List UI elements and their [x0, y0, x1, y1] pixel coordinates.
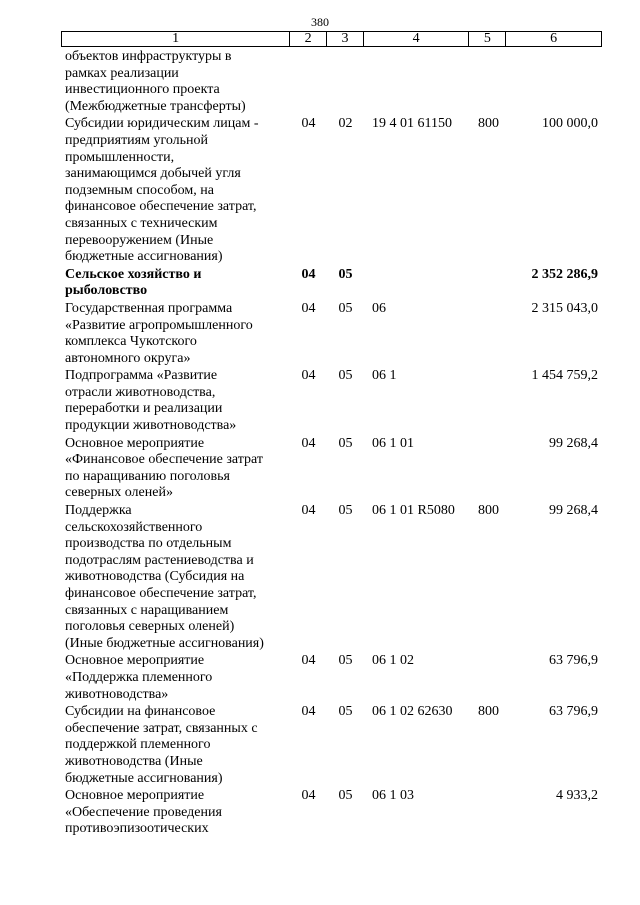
row-expense-type: [470, 49, 507, 115]
header-col-6: 6: [550, 31, 558, 46]
table-row: [61, 653, 602, 703]
table-row: [61, 368, 602, 434]
row-description: Подпрограмма «Развитие отрасли животноводства, переработки и реализации продукции животноводства»: [65, 368, 237, 434]
row-amount: 2 315 043,0: [531, 300, 598, 316]
row-description: Субсидии на финансовое обеспечение затрат, связанных с поддержкой племенного животноводства (Иные бюджетные ассигнования): [65, 704, 258, 786]
row-target-article: 06 1 03: [372, 788, 414, 804]
row-amount: 99 268,4: [549, 435, 598, 451]
table-row: [61, 788, 602, 838]
row-target-article: 06: [372, 300, 386, 316]
row-amount: [507, 49, 602, 115]
table-row: [61, 436, 602, 502]
row-expense-type: 800: [478, 704, 499, 720]
row-amount: 2 352 286,9: [531, 266, 598, 282]
row-expense-type: 800: [478, 116, 499, 132]
row-expense-type: 800: [478, 503, 499, 519]
table-row: [61, 116, 602, 265]
row-subsection: 05: [338, 704, 353, 720]
row-target-article: 06 1: [372, 368, 397, 384]
row-subsection: 02: [338, 116, 353, 132]
row-expense-type: [470, 436, 507, 502]
table-row: [61, 704, 602, 787]
row-section: [290, 49, 327, 115]
row-description: Государственная программа «Развитие агропромышленного комплекса Чукотского автономного округа»: [65, 300, 253, 366]
row-description: Сельское хозяйство и рыболовство: [65, 266, 202, 299]
row-amount: 63 796,9: [549, 704, 598, 720]
row-section: 04: [301, 368, 316, 384]
row-amount: 99 268,4: [549, 503, 598, 519]
row-target-article: 19 4 01 61150: [372, 116, 452, 132]
row-section: 04: [301, 435, 316, 451]
row-subsection: [327, 49, 364, 115]
row-subsection: 05: [338, 788, 353, 804]
row-expense-type: [470, 267, 507, 300]
row-target-article: 06 1 01 R5080: [372, 503, 455, 519]
row-expense-type: [470, 301, 507, 367]
row-subsection: 05: [338, 503, 353, 519]
row-target-article: [364, 49, 470, 115]
row-target-article: 06 1 02: [372, 653, 414, 669]
row-section: 04: [301, 653, 316, 669]
row-subsection: 05: [338, 435, 353, 451]
header-col-5: 5: [469, 32, 506, 46]
table-row: [61, 503, 602, 652]
header-col-3: 3: [327, 32, 364, 46]
row-description: Основное мероприятие «Обеспечение проведения противоэпизоотических: [65, 788, 222, 837]
row-section: 04: [301, 116, 316, 132]
row-expense-type: [470, 788, 507, 838]
header-col-4: 4: [364, 32, 470, 46]
row-target-article: 06 1 01: [372, 435, 414, 451]
row-subsection: 05: [338, 653, 353, 669]
header-col-1: 1: [62, 32, 290, 46]
row-description: Основное мероприятие «Поддержка племенного животноводства»: [65, 653, 213, 702]
table-row: [61, 301, 602, 367]
row-subsection: 05: [338, 300, 353, 316]
page-number: 380: [311, 15, 329, 29]
row-section: 04: [301, 788, 316, 804]
row-target-article: 06 1 02 62630: [372, 704, 453, 720]
row-section: 04: [301, 266, 316, 282]
row-section: 04: [301, 300, 316, 316]
table-row: [61, 49, 602, 115]
row-subsection: 05: [338, 266, 353, 282]
table-header: [61, 31, 602, 47]
row-description: Основное мероприятие «Финансовое обеспечение затрат по наращиванию поголовья северных оленей»: [65, 435, 264, 501]
row-description: Поддержка сельскохозяйственного производства по отдельным подотраслям растениеводства и животноводства (Субсидия на финансовое обеспечение затрат, связанных с наращиванием поголовья северных оленей) (Иные бюджетные ассигнования): [65, 503, 264, 651]
row-section: 04: [301, 503, 316, 519]
header-col-2: 2: [290, 32, 327, 46]
row-expense-type: [470, 368, 507, 434]
row-section: 04: [301, 704, 316, 720]
row-amount: 1 454 759,2: [531, 368, 598, 384]
row-amount: 4 933,2: [556, 788, 598, 804]
row-amount: 100 000,0: [542, 116, 598, 132]
row-description: объектов инфраструктуры в рамках реализации инвестиционного проекта (Межбюджетные трансферты): [65, 49, 246, 114]
table-body: [61, 49, 602, 838]
table-row: [61, 267, 602, 300]
row-expense-type: [470, 653, 507, 703]
row-target-article: [364, 267, 470, 300]
row-amount: 63 796,9: [549, 653, 598, 669]
row-description: Субсидии юридическим лицам - предприятиям угольной промышленности, занимающимся добычей угля подземным способом, на финансовое обеспечение затрат, связанных с техническим перевооружением (Иные бюджетные ассигнования): [65, 116, 259, 265]
row-subsection: 05: [338, 368, 353, 384]
